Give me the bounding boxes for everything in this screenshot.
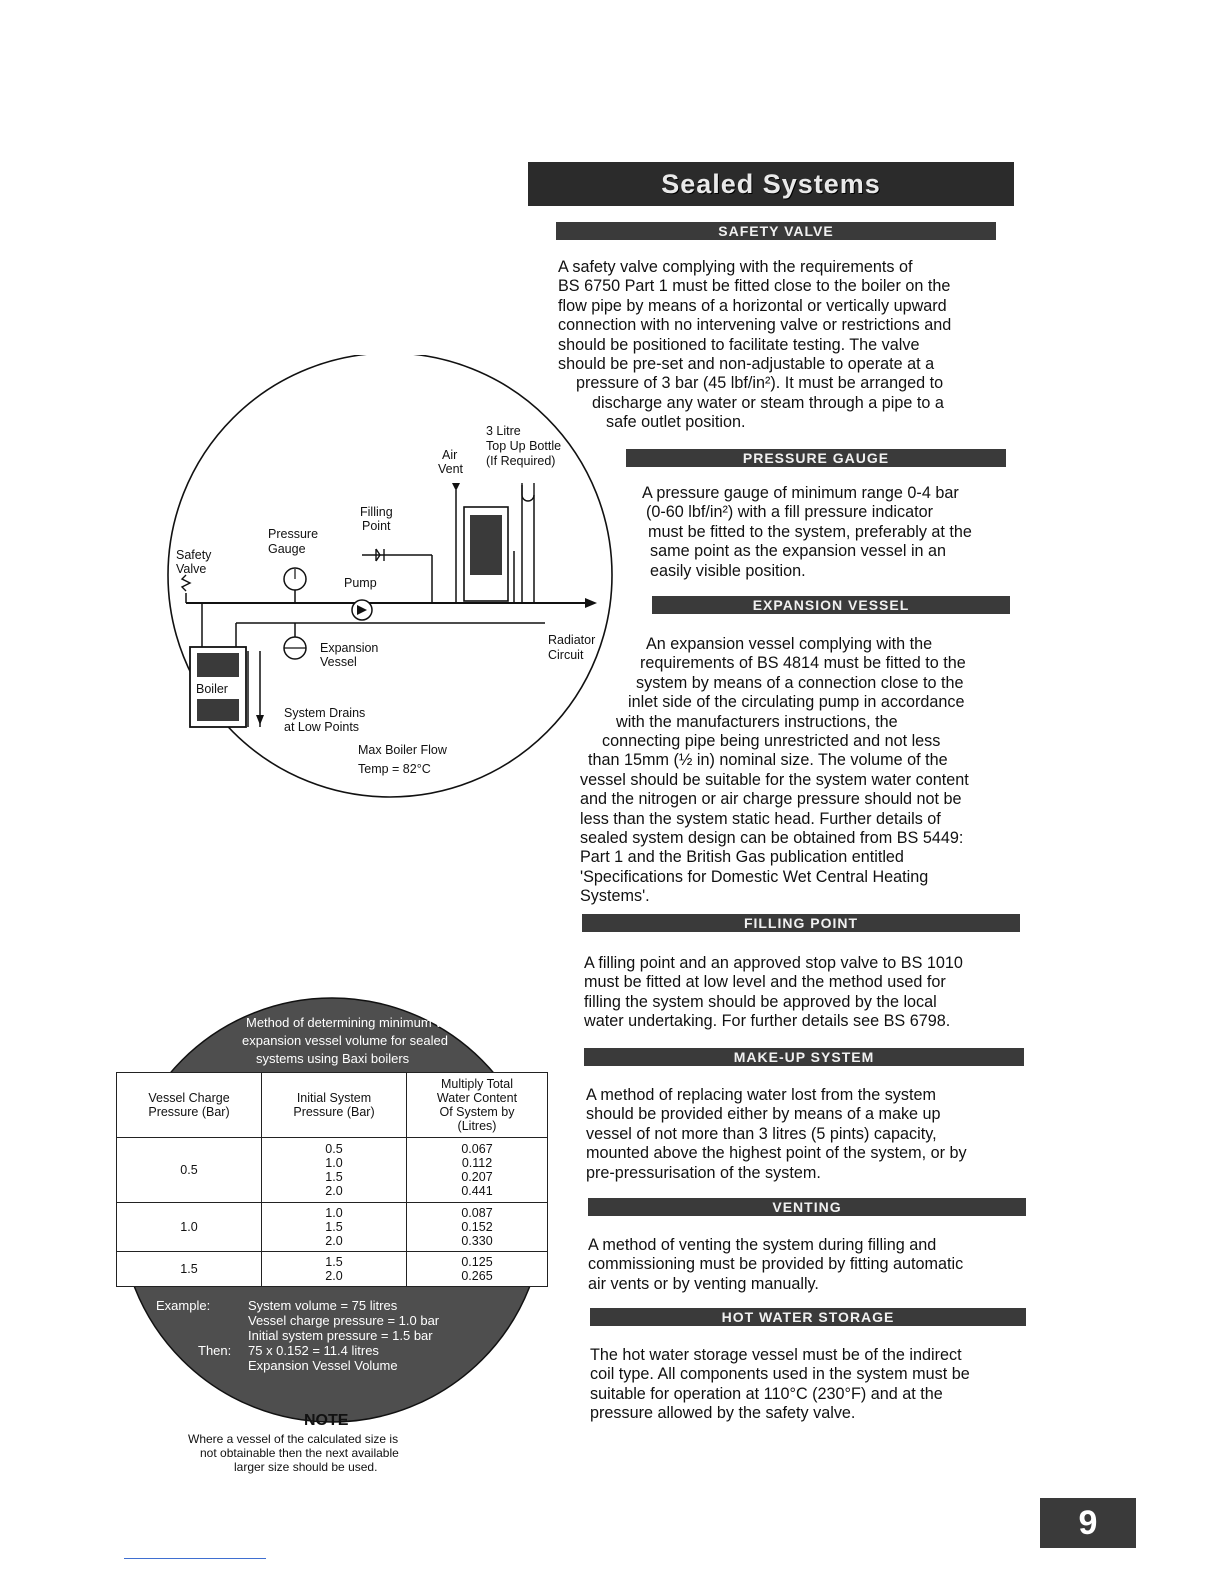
factor-value: 0.265 [461,1269,493,1283]
diagram-label-expansion-1: Expansion [320,641,379,655]
initial-value: 1.0 [325,1206,343,1220]
col-header-factor-b: Water Content [436,1091,518,1105]
diagram-label-pressure-2: Gauge [268,542,306,556]
safety-valve-line: connection with no intervening valve or restrictions and [558,316,952,335]
expansion-vessel-heading: EXPANSION VESSEL [652,596,1010,614]
filling-point-line: water undertaking. For further details see BS 6798. [584,1012,951,1031]
then-label: Then: [198,1343,232,1358]
expansion-vessel-line: sealed system design can be obtained from BS 5449: [580,829,964,848]
initial-value: 2.0 [325,1269,343,1283]
expansion-vessel-line: requirements of BS 4814 must be fitted to the [640,654,966,673]
page-number: 9 [1040,1498,1136,1548]
make-up-system-line: pre-pressurisation of the system. [586,1163,821,1182]
diagram-label-top-up-1: 3 Litre [486,424,521,438]
note-title: NOTE [304,1412,349,1429]
initial-value: 1.5 [325,1170,343,1184]
note-line-1: Where a vessel of the calculated size is [188,1432,399,1446]
footer-rule [124,1558,266,1559]
diagram-label-radiator-2: Circuit [548,648,584,662]
diagram-label-filling-1: Filling [360,505,393,519]
diagram-label-maxflow-2: Temp = 82°C [358,762,431,776]
expansion-vessel-line: with the manufacturers instructions, the [616,712,898,731]
venting-line: air vents or by venting manually. [588,1274,819,1293]
filling-point-paragraph [584,954,1024,1032]
col-header-factor-a: Multiply Total [440,1077,514,1091]
arc-title-line-2: expansion vessel volume for sealed [242,1033,448,1048]
example-line-4: 75 x 0.152 = 11.4 litres [248,1343,379,1358]
initial-cell [262,1138,407,1203]
pressure-gauge-heading: PRESSURE GAUGE [626,449,1006,467]
safety-valve-line: should be positioned to facilitate testing. The valve [558,335,920,354]
diagram-label-radiator-1: Radiator [548,633,596,647]
pressure-gauge-paragraph [642,484,1022,581]
safety-valve-line: BS 6750 Part 1 must be fitted close to the boiler on the [558,277,951,296]
diagram-label-air-vent-1: Air [442,448,458,462]
example-line-5: Expansion Vessel Volume [248,1358,398,1373]
expansion-vessel-line: inlet side of the circulating pump in accordance [628,693,965,712]
diagram-label-top-up-2: Top Up Bottle [486,439,562,453]
factor-value: 0.207 [461,1170,493,1184]
expansion-vessel-line: Part 1 and the British Gas publication entitled [580,848,904,867]
page-title-text: Sealed Systems [661,169,881,199]
expansion-vessel-line: system by means of a connection close to the [636,673,964,692]
example-line-2: Vessel charge pressure = 1.0 bar [248,1313,440,1328]
make-up-system-line: mounted above the highest point of the system, or by [586,1144,967,1163]
factor-cell [407,1203,548,1252]
expansion-vessel-line: 'Specifications for Domestic Wet Central Heating [580,867,929,886]
col-header-initial-a: Initial System [296,1091,372,1105]
expansion-vessel-line: and the nitrogen or air charge pressure should not be [580,790,962,809]
col-header-charge-b: Pressure (Bar) [148,1105,230,1119]
arc-title-line-3: systems using Baxi boilers [256,1051,410,1066]
charge-cell: 0.5 [117,1138,262,1203]
factor-value: 0.441 [461,1184,493,1198]
diagram-circle [168,355,612,797]
expansion-vessel-line: connecting pipe being unrestricted and not less [602,732,941,751]
note-line-3: larger size should be used. [234,1460,378,1474]
example-line-3: Initial system pressure = 1.5 bar [248,1328,433,1343]
diagram-label-drains-1: System Drains [284,706,366,720]
pressure-gauge-line: easily visible position. [650,561,806,580]
safety-valve-line: discharge any water or steam through a pipe to a [592,393,944,412]
make-up-system-line: A method of replacing water lost from the system [586,1086,936,1104]
venting-line: commissioning must be provided by fitting automatic [588,1255,964,1274]
table-row [117,1203,548,1252]
filling-point-heading: FILLING POINT [582,914,1020,932]
safety-valve-line: flow pipe by means of a horizontal or vertically upward [558,296,947,315]
expansion-vessel-line: less than the system static head. Further details of [580,809,941,828]
vessel-table-wrapper [116,1072,548,1287]
diagram-label-air-vent-2: Vent [438,462,464,476]
venting-paragraph [588,1236,1028,1294]
hot-water-storage-line: pressure allowed by the safety valve. [590,1404,856,1423]
diagram-label-expansion-2: Vessel [320,655,357,669]
pressure-gauge-line: must be fitted to the system, preferably at the [648,522,972,541]
factor-value: 0.067 [461,1142,493,1156]
col-header-charge [117,1073,262,1138]
filling-point-line: must be fitted at low level and the method used for [584,973,946,992]
safety-valve-line: A safety valve complying with the requirements of [558,258,913,276]
hot-water-storage-line: suitable for operation at 110°C (230°F) and at the [590,1384,943,1403]
table-row [117,1138,548,1203]
expansion-vessel-line: vessel should be suitable for the system water content [580,770,969,789]
diagram-boiler-label: Boiler [196,682,228,696]
example-line-1: System volume = 75 litres [248,1298,398,1313]
safety-valve-line: should be pre-set and non-adjustable to operate at a [558,355,935,374]
diagram-label-safety-2: Valve [176,562,207,576]
filling-point-line: filling the system should be approved by the local [584,992,937,1011]
hot-water-storage-paragraph [590,1346,1030,1424]
col-header-factor-d: (Litres) [457,1119,497,1133]
table-row [117,1252,548,1287]
make-up-system-heading: MAKE-UP SYSTEM [584,1048,1024,1066]
hot-water-storage-line: The hot water storage vessel must be of the indirect [590,1346,962,1364]
diagram-label-filling-2: Point [362,519,391,533]
filling-point-line: A filling point and an approved stop valve to BS 1010 [584,954,963,972]
expansion-vessel-line: than 15mm (½ in) nominal size. The volume of the [588,751,948,770]
factor-value: 0.125 [461,1255,493,1269]
sealed-system-diagram [150,355,650,815]
diagram-label-pressure-1: Pressure [268,527,319,541]
diagram-label-drains-2: at Low Points [284,720,360,734]
diagram-label-pump: Pump [344,576,377,590]
page-title [528,162,1014,206]
note-line-2: not obtainable then the next available [200,1446,399,1460]
factor-value: 0.330 [461,1234,493,1248]
make-up-system-line: vessel of not more than 3 litres (5 pints) capacity, [586,1124,937,1143]
factor-cell [407,1138,548,1203]
initial-value: 1.5 [325,1220,343,1234]
expansion-vessel-line: An expansion vessel complying with the [646,635,933,653]
factor-value: 0.112 [461,1156,493,1170]
charge-cell: 1.0 [117,1203,262,1252]
diagram-label-safety-1: Safety [176,548,212,562]
initial-cell [262,1203,407,1252]
expansion-vessel-line: Systems'. [580,887,650,906]
venting-heading: VENTING [588,1198,1026,1216]
diagram-label-maxflow-1: Max Boiler Flow [358,743,447,757]
safety-valve-line: safe outlet position. [606,413,746,432]
factor-value: 0.087 [461,1206,493,1220]
make-up-system-paragraph [586,1086,1026,1183]
vessel-table [116,1072,548,1287]
safety-valve-line: pressure of 3 bar (45 lbf/in²). It must be arranged to [576,374,944,393]
diagram-label-top-up-3: (If Required) [486,454,556,468]
charge-cell: 1.5 [117,1252,262,1287]
initial-cell [262,1252,407,1287]
venting-line: A method of venting the system during filling and [588,1236,937,1254]
factor-value: 0.152 [461,1220,493,1234]
col-header-factor [407,1073,548,1138]
col-header-initial [262,1073,407,1138]
factor-cell [407,1252,548,1287]
hot-water-storage-line: coil type. All components used in the system must be [590,1365,970,1384]
col-header-charge-a: Vessel Charge [148,1091,230,1105]
initial-value: 1.5 [325,1255,343,1269]
pressure-gauge-line: (0-60 lbf/in²) with a fill pressure indicator [646,503,933,522]
initial-value: 2.0 [325,1234,343,1248]
col-header-factor-c: Of System by [439,1105,515,1119]
pressure-gauge-line: A pressure gauge of minimum range 0-4 bar [642,484,959,502]
col-header-initial-b: Pressure (Bar) [293,1105,375,1119]
safety-valve-heading: SAFETY VALVE [556,222,996,240]
hot-water-storage-heading: HOT WATER STORAGE [590,1308,1026,1326]
pressure-gauge-line: same point as the expansion vessel in an [650,542,947,561]
initial-value: 0.5 [325,1142,343,1156]
example-label: Example: [156,1298,211,1313]
initial-value: 1.0 [325,1156,343,1170]
initial-value: 2.0 [325,1184,343,1198]
make-up-system-line: should be provided either by means of a make up [586,1105,941,1124]
arc-title-line-1: Method of determining minimum value of [246,1015,481,1030]
